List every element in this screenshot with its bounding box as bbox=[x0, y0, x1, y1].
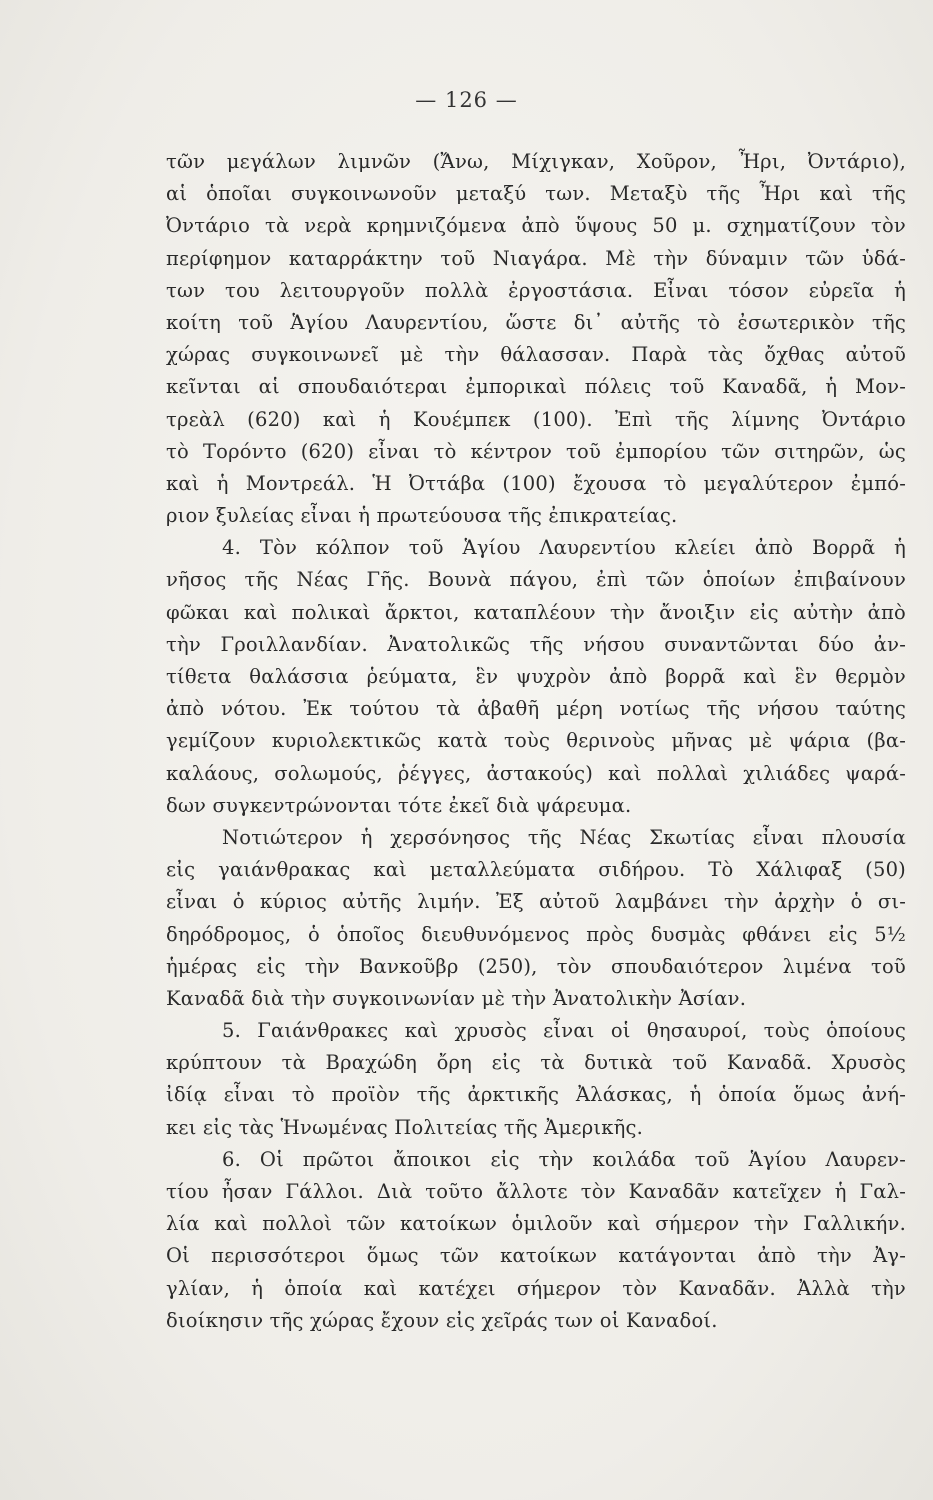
page-number: — 126 — bbox=[415, 88, 518, 112]
text-line: τὸ Τορόντο (620) εἶναι τὸ κέντρον τοῦ ἐμπορίου τῶν σιτηρῶν, ὡς bbox=[166, 439, 906, 463]
text-line: κεῖνται αἱ σπουδαιότεραι ἐμπορικαὶ πόλεις τοῦ Καναδᾶ, ἡ Μον- bbox=[166, 375, 906, 399]
text-line: χώρας συγκοινωνεῖ μὲ τὴν θάλασσαν. Παρὰ τὰς ὄχθας αὐτοῦ bbox=[166, 343, 906, 367]
text-line: ριον ξυλείας εἶναι ἡ πρωτεύουσα τῆς ἐπικρατείας. bbox=[166, 504, 678, 528]
text-line: καὶ ἡ Μοντρεάλ. Ἡ Ὀττάβα (100) ἔχουσα τὸ μεγαλύτερον ἐμπό- bbox=[166, 471, 906, 495]
text-line: ἡμέρας εἰς τὴν Βανκοῦβρ (250), τὸν σπουδαιότερον λιμένα τοῦ bbox=[166, 954, 906, 978]
text-line: τὴν Γροιλλανδίαν. Ἀνατολικῶς τῆς νήσου συναντῶνται δύο ἀν- bbox=[166, 632, 906, 656]
text-line: δηρόδρομος, ὁ ὁποῖος διευθυνόμενος πρὸς δυσμὰς φθάνει εἰς 5½ bbox=[166, 922, 906, 946]
text-line: ἰδίᾳ εἶναι τὸ προϊὸν τῆς ἀρκτικῆς Ἀλάσκας, ἡ ὁποία ὅμως ἀνή- bbox=[166, 1083, 906, 1107]
paragraph-start-line: 6. Οἱ πρῶτοι ἄποικοι εἰς τὴν κοιλάδα τοῦ Ἁγίου Λαυρεν- bbox=[222, 1147, 906, 1171]
text-line: κρύπτουν τὰ Βραχώδη ὄρη εἰς τὰ δυτικὰ τοῦ Καναδᾶ. Χρυσὸς bbox=[166, 1051, 906, 1075]
text-line: καλάους, σολωμούς, ῥέγγες, ἀστακούς) καὶ πολλαὶ χιλιάδες ψαρά- bbox=[166, 761, 906, 785]
text-line: τίου ἦσαν Γάλλοι. Διὰ τοῦτο ἄλλοτε τὸν Καναδᾶν κατεῖχεν ἡ Γαλ- bbox=[166, 1180, 906, 1203]
text-line: τίθετα θαλάσσια ῥεύματα, ἓν ψυχρὸν ἀπὸ βορρᾶ καὶ ἓν θερμὸν bbox=[166, 665, 906, 688]
paragraph-start-line: 5. Γαιάνθρακες καὶ χρυσὸς εἶναι οἱ θησαυροί, τοὺς ὁποίους bbox=[222, 1019, 906, 1043]
text-line: Οἱ περισσότεροι ὅμως τῶν κατοίκων κατάγονται ἀπὸ τὴν Ἀγ- bbox=[166, 1244, 906, 1268]
body-text bbox=[166, 146, 906, 1337]
text-line: νῆσος τῆς Νέας Γῆς. Βουνὰ πάγου, ἐπὶ τῶν ὁποίων ἐπιβαίνουν bbox=[166, 568, 906, 592]
text-line: τρεὰλ (620) καὶ ἡ Κουέμπεκ (100). Ἐπὶ τῆς λίμνης Ὀντάριο bbox=[166, 407, 906, 431]
text-line: λία καὶ πολλοὶ τῶν κατοίκων ὁμιλοῦν καὶ σήμερον τὴν Γαλλικήν. bbox=[166, 1212, 906, 1236]
text-line: τῶν μεγάλων λιμνῶν (Ἄνω, Μίχιγκαν, Χοῦρον, Ἦρι, Ὀντάριο), bbox=[166, 150, 906, 173]
text-line: διοίκησιν τῆς χώρας ἔχουν εἰς χεῖράς των οἱ Καναδοί. bbox=[166, 1308, 718, 1332]
text-line: Ὀντάριο τὰ νερὰ κρημνιζόμενα ἀπὸ ὕψους 50 μ. σχηματίζουν τὸν bbox=[166, 214, 906, 238]
text-line: εἶναι ὁ κύριος αὐτῆς λιμήν. Ἐξ αὐτοῦ λαμβάνει τὴν ἀρχὴν ὁ σι- bbox=[166, 890, 906, 914]
text-line: εἰς γαιάνθρακας καὶ μεταλλεύματα σιδήρου. Τὸ Χάλιφαξ (50) bbox=[166, 858, 906, 882]
text-line: των του λειτουργοῦν πολλὰ ἐργοστάσια. Εἶναι τόσον εὐρεῖα ἡ bbox=[166, 278, 906, 302]
text-line: κει εἰς τὰς Ἡνωμένας Πολιτείας τῆς Ἀμερικῆς. bbox=[166, 1115, 644, 1139]
text-line: φῶκαι καὶ πολικαὶ ἄρκτοι, καταπλέουν τὴν ἄνοιξιν εἰς αὐτὴν ἀπὸ bbox=[166, 600, 906, 624]
text-line: γλίαν, ἡ ὁποία καὶ κατέχει σήμερον τὸν Καναδᾶν. Ἀλλὰ τὴν bbox=[166, 1276, 906, 1300]
paragraph-start-line: 4. Τὸν κόλπον τοῦ Ἁγίου Λαυρεντίου κλείει ἀπὸ Βορρᾶ ἡ bbox=[222, 536, 906, 560]
text-line: δων συγκεντρώνονται τότε ἐκεῖ διὰ ψάρευμα. bbox=[166, 793, 632, 817]
text-line: περίφημον καταρράκτην τοῦ Νιαγάρα. Μὲ τὴν δύναμιν τῶν ὑδά- bbox=[166, 246, 906, 270]
text-line: γεμίζουν κυριολεκτικῶς κατὰ τοὺς θερινοὺς μῆνας μὲ ψάρια (βα- bbox=[166, 729, 906, 753]
text-line: Καναδᾶ διὰ τὴν συγκοινωνίαν μὲ τὴν Ἀνατολικὴν Ἀσίαν. bbox=[166, 986, 747, 1010]
paragraph-start-line: Νοτιώτερον ἡ χερσόνησος τῆς Νέας Σκωτίας εἶναι πλουσία bbox=[222, 825, 906, 849]
text-line: αἱ ὁποῖαι συγκοινωνοῦν μεταξύ των. Μεταξὺ τῆς Ἦρι καὶ τῆς bbox=[166, 182, 906, 206]
text-line: ἀπὸ νότου. Ἐκ τούτου τὰ ἀβαθῆ μέρη νοτίως τῆς νήσου ταύτης bbox=[166, 697, 906, 721]
text-line: κοίτη τοῦ Ἁγίου Λαυρεντίου, ὥστε δι᾽ αὐτῆς τὸ ἐσωτερικὸν τῆς bbox=[166, 310, 906, 334]
